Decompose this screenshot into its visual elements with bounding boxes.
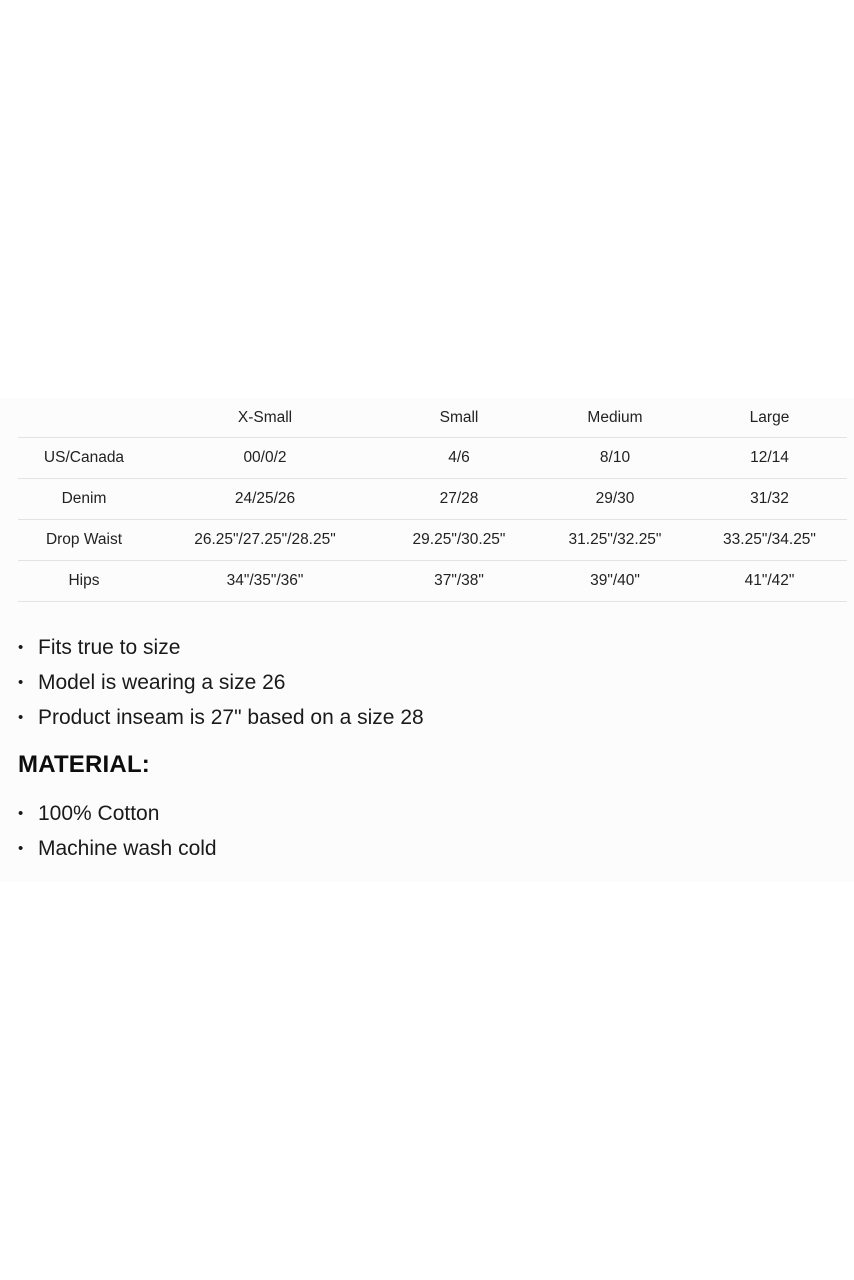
list-item: • 100% Cotton xyxy=(18,796,217,831)
fit-notes-list xyxy=(18,630,424,735)
row-label: Drop Waist xyxy=(18,520,150,561)
size-chart-table xyxy=(18,398,847,602)
list-item: • Fits true to size xyxy=(18,630,424,665)
size-chart-corner-cell xyxy=(18,398,150,438)
list-item: • Machine wash cold xyxy=(18,831,217,866)
list-item: • Model is wearing a size 26 xyxy=(18,665,424,700)
table-cell: 4/6 xyxy=(380,438,538,479)
table-cell: 41"/42" xyxy=(692,561,847,602)
column-header-x-small: X-Small xyxy=(150,398,380,438)
table-cell: 29.25"/30.25" xyxy=(380,520,538,561)
column-header-small: Small xyxy=(380,398,538,438)
column-header-medium: Medium xyxy=(538,398,692,438)
table-row-us-canada xyxy=(18,438,847,479)
table-cell: 26.25"/27.25"/28.25" xyxy=(150,520,380,561)
table-row-denim xyxy=(18,479,847,520)
column-header-large: Large xyxy=(692,398,847,438)
table-cell: 00/0/2 xyxy=(150,438,380,479)
table-cell: 24/25/26 xyxy=(150,479,380,520)
table-cell: 27/28 xyxy=(380,479,538,520)
table-cell: 31/32 xyxy=(692,479,847,520)
row-label: US/Canada xyxy=(18,438,150,479)
table-cell: 29/30 xyxy=(538,479,692,520)
size-chart-header-row xyxy=(18,398,847,438)
table-cell: 33.25"/34.25" xyxy=(692,520,847,561)
table-cell: 31.25"/32.25" xyxy=(538,520,692,561)
row-label: Hips xyxy=(18,561,150,602)
table-cell: 39"/40" xyxy=(538,561,692,602)
table-row-drop-waist xyxy=(18,520,847,561)
table-cell: 37"/38" xyxy=(380,561,538,602)
table-cell: 12/14 xyxy=(692,438,847,479)
list-item: • Product inseam is 27" based on a size 28 xyxy=(18,700,424,735)
table-row-hips xyxy=(18,561,847,602)
row-label: Denim xyxy=(18,479,150,520)
table-cell: 8/10 xyxy=(538,438,692,479)
table-cell: 34"/35"/36" xyxy=(150,561,380,602)
material-heading: MATERIAL: xyxy=(18,751,150,778)
material-list xyxy=(18,796,217,866)
